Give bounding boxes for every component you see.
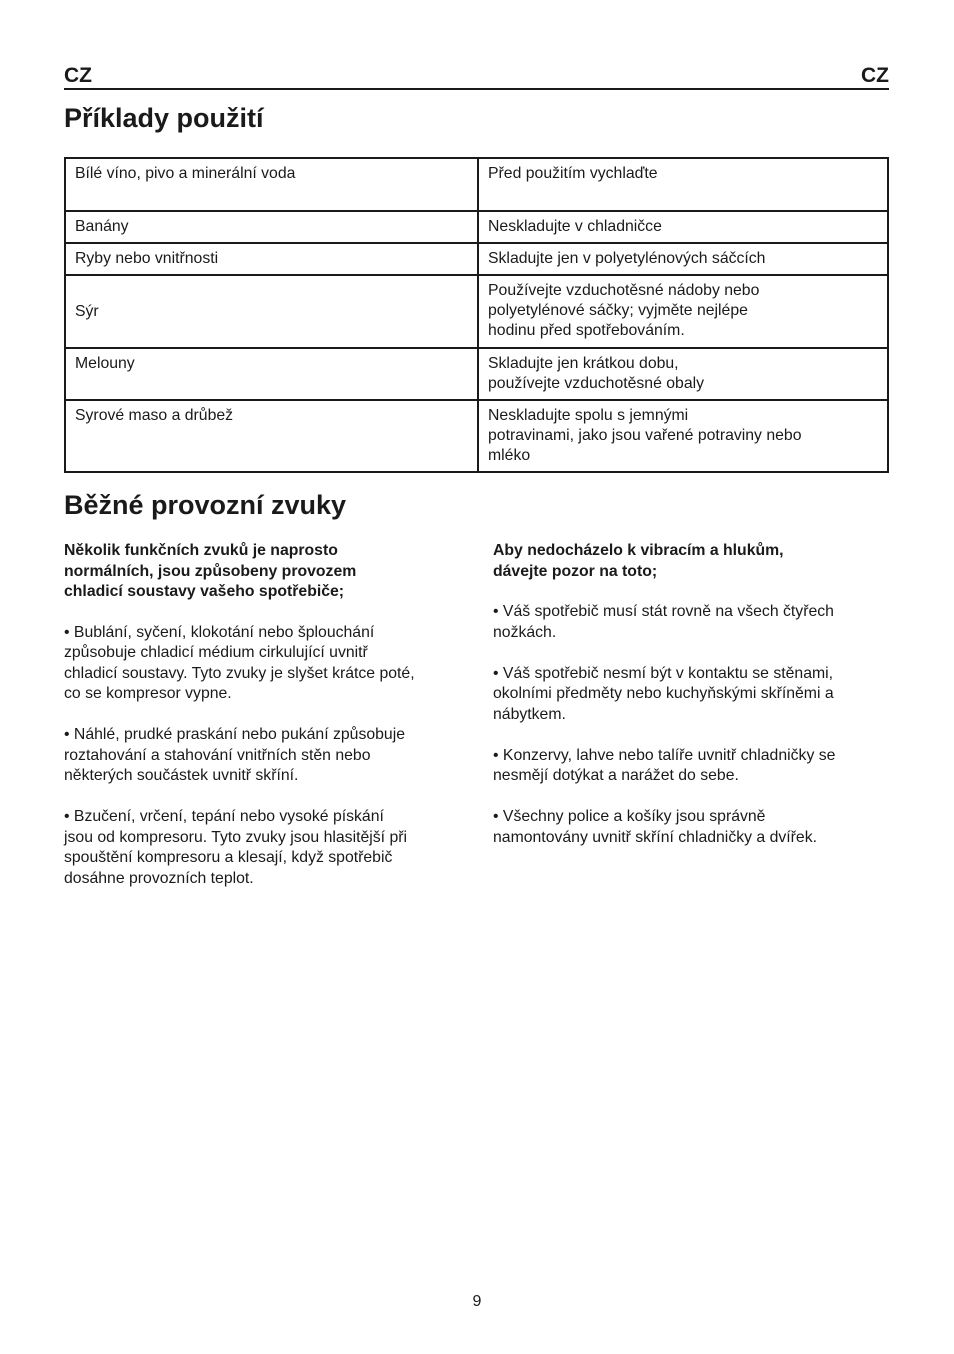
table-row bbox=[65, 400, 888, 472]
table-row bbox=[65, 211, 888, 243]
language-code-right: CZ bbox=[861, 64, 889, 87]
noise-prevention-column bbox=[493, 541, 889, 869]
table-cell-item: Ryby nebo vnitřnosti bbox=[65, 243, 478, 275]
usage-examples-title: Příklady použití bbox=[64, 103, 264, 133]
table-row bbox=[65, 158, 888, 211]
table-cell-advice: Neskladujte spolu s jemnými potravinami, jako jsou vařené potraviny nebo mléko bbox=[478, 400, 888, 472]
noise-prevention-intro: Aby nedocházelo k vibracím a hlukům, dávejte pozor na toto; bbox=[493, 542, 784, 580]
table-row bbox=[65, 348, 888, 400]
table-cell-item: Sýr bbox=[65, 275, 478, 348]
table-cell-item: Melouny bbox=[65, 348, 478, 400]
table-cell-advice: Před použitím vychlaďte bbox=[478, 158, 888, 211]
table-cell-advice: Používejte vzduchotěsné nádoby nebo polyetylénové sáčky; vyjměte nejlépe hodinu před spotřebováním. bbox=[478, 275, 888, 348]
usage-examples-table bbox=[64, 157, 889, 473]
table-cell-item: Bílé víno, pivo a minerální voda bbox=[65, 158, 478, 211]
list-item: • Váš spotřebič musí stát rovně na všech čtyřech nožkách. bbox=[493, 603, 834, 641]
list-item: • Váš spotřebič nesmí být v kontaktu se stěnami, okolními předměty nebo kuchyňskými skříněmi a nábytkem. bbox=[493, 664, 834, 723]
table-cell-advice: Skladujte jen v polyetylénových sáčcích bbox=[478, 243, 888, 275]
list-item: • Bublání, syčení, klokotání nebo šplouchání způsobuje chladicí médium cirkulující uvnitř chladicí soustavy. Tyto zvuky je slyšet krátce poté, co se kompresor vypne. bbox=[64, 623, 415, 702]
page-header bbox=[64, 64, 889, 90]
list-item: • Náhlé, prudké praskání nebo pukání způsobuje roztahování a stahování vnitřních stěn nebo některých součástek uvnitř skříní. bbox=[64, 726, 406, 784]
list-item: • Konzervy, lahve nebo talíře uvnitř chladničky se nesmějí dotýkat a narážet do sebe. bbox=[493, 746, 836, 784]
table-cell-item: Syrové maso a drůbež bbox=[65, 400, 478, 472]
table-cell-item: Banány bbox=[65, 211, 478, 243]
list-item: • Bzučení, vrčení, tepání nebo vysoké pískání jsou od kompresoru. Tyto zvuky jsou hlasitější při spouštění kompresoru a klesají, když spotřebič dosáhne provozních teplot. bbox=[64, 808, 408, 887]
list-item: • Všechny police a košíky jsou správně namontovány uvnitř skříní chladničky a dvířek. bbox=[493, 808, 817, 846]
table-cell-advice: Skladujte jen krátkou dobu, používejte vzduchotěsné obaly bbox=[478, 348, 888, 400]
normal-sounds-intro: Několik funkčních zvuků je naprosto normálních, jsou způsobeny provozem chladicí soustavy vašeho spotřebiče; bbox=[64, 542, 357, 600]
table-cell-advice: Neskladujte v chladničce bbox=[478, 211, 888, 243]
normal-sounds-column bbox=[64, 541, 456, 910]
table-row bbox=[65, 275, 888, 348]
operating-noises-title: Běžné provozní zvuky bbox=[64, 490, 347, 520]
table-row bbox=[65, 243, 888, 275]
language-code-left: CZ bbox=[64, 64, 92, 87]
page-number: 9 bbox=[472, 1293, 482, 1310]
